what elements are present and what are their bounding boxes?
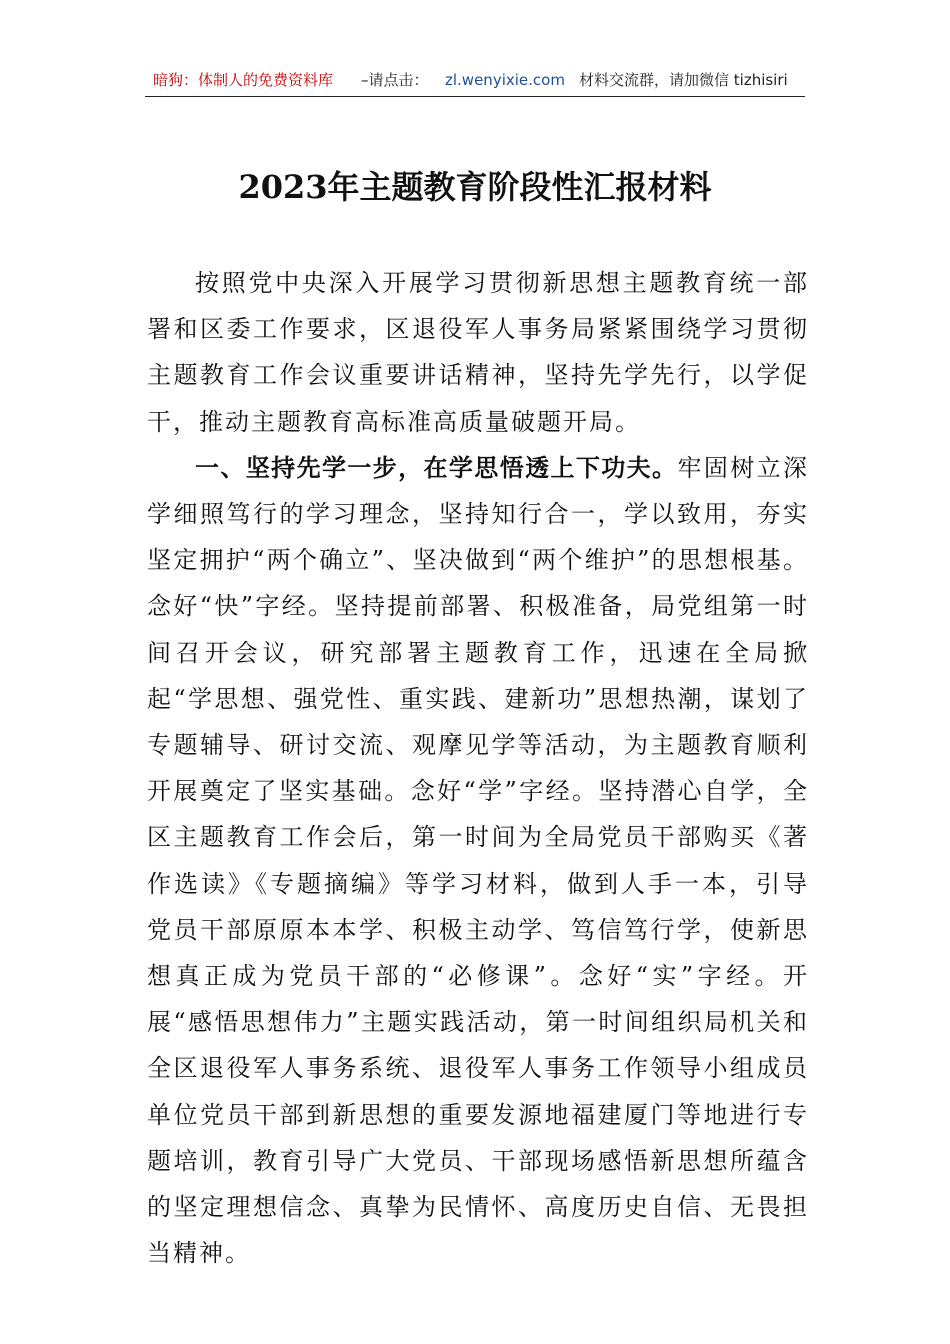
header-prompt: –请点击： — [361, 71, 429, 89]
header-brand: 暗狗：体制人的免费资料库 — [153, 71, 334, 89]
section-1-body: 牢固树立深学细照笃行的学习理念，坚持知行合一，学以致用，夯实坚定拥护“两个确立”、坚决做到“两个维护”的思想根基。念好“快”字经。坚持提前部署、积极准备，局党组第一时间召开会议，研究部署主题教育工作，迅速在全局掀起“学思想、强党性、重实践、建新功”思想热潮，谋划了专题辅导、研讨交流、观摩见学等活动，为主题教育顺利开展奠定了坚实基础。念好“学”字经。坚持潜心自学，全区主题教育工作会后，第一时间为全局党员干部购买《著作选读》《专题摘编》等学习材料，做到人手一本，引导党员干部原原本本学、积极主动学、笃信笃行学，使新思想真正成为党员干部的“必修课”。念好“实”字经。开展“感悟思想伟力”主题实践活动，第一时间组织局机关和全区退役军人事务系统、退役军人事务工作领导小组成员单位党员干部到新思想的重要发源地福建厦门等地进行专题培训，教育引导广大党员、干部现场感悟新思想所蕴含的坚定理想信念、真挚为民情怀、高度历史自信、无畏担当精神。 — [147, 453, 810, 1268]
header-link[interactable]: zl.wenyixie.com — [445, 71, 565, 89]
document-body — [147, 260, 809, 1276]
section-1-paragraph — [147, 445, 809, 1277]
intro-paragraph: 按照党中央深入开展学习贯彻新思想主题教育统一部署和区委工作要求，区退役军人事务局紧紧围绕学习贯彻主题教育工作会议重要讲话精神，坚持先学先行，以学促干，推动主题教育高标准高质量破题开局。 — [147, 269, 809, 436]
header-contact: 材料交流群，请加微信 tizhisiri — [579, 71, 788, 89]
page-header — [145, 66, 805, 97]
document-title: 2023年主题教育阶段性汇报材料 — [238, 168, 712, 206]
section-1-heading: 一、坚持先学一步，在学思悟透上下功夫。 — [195, 453, 678, 482]
